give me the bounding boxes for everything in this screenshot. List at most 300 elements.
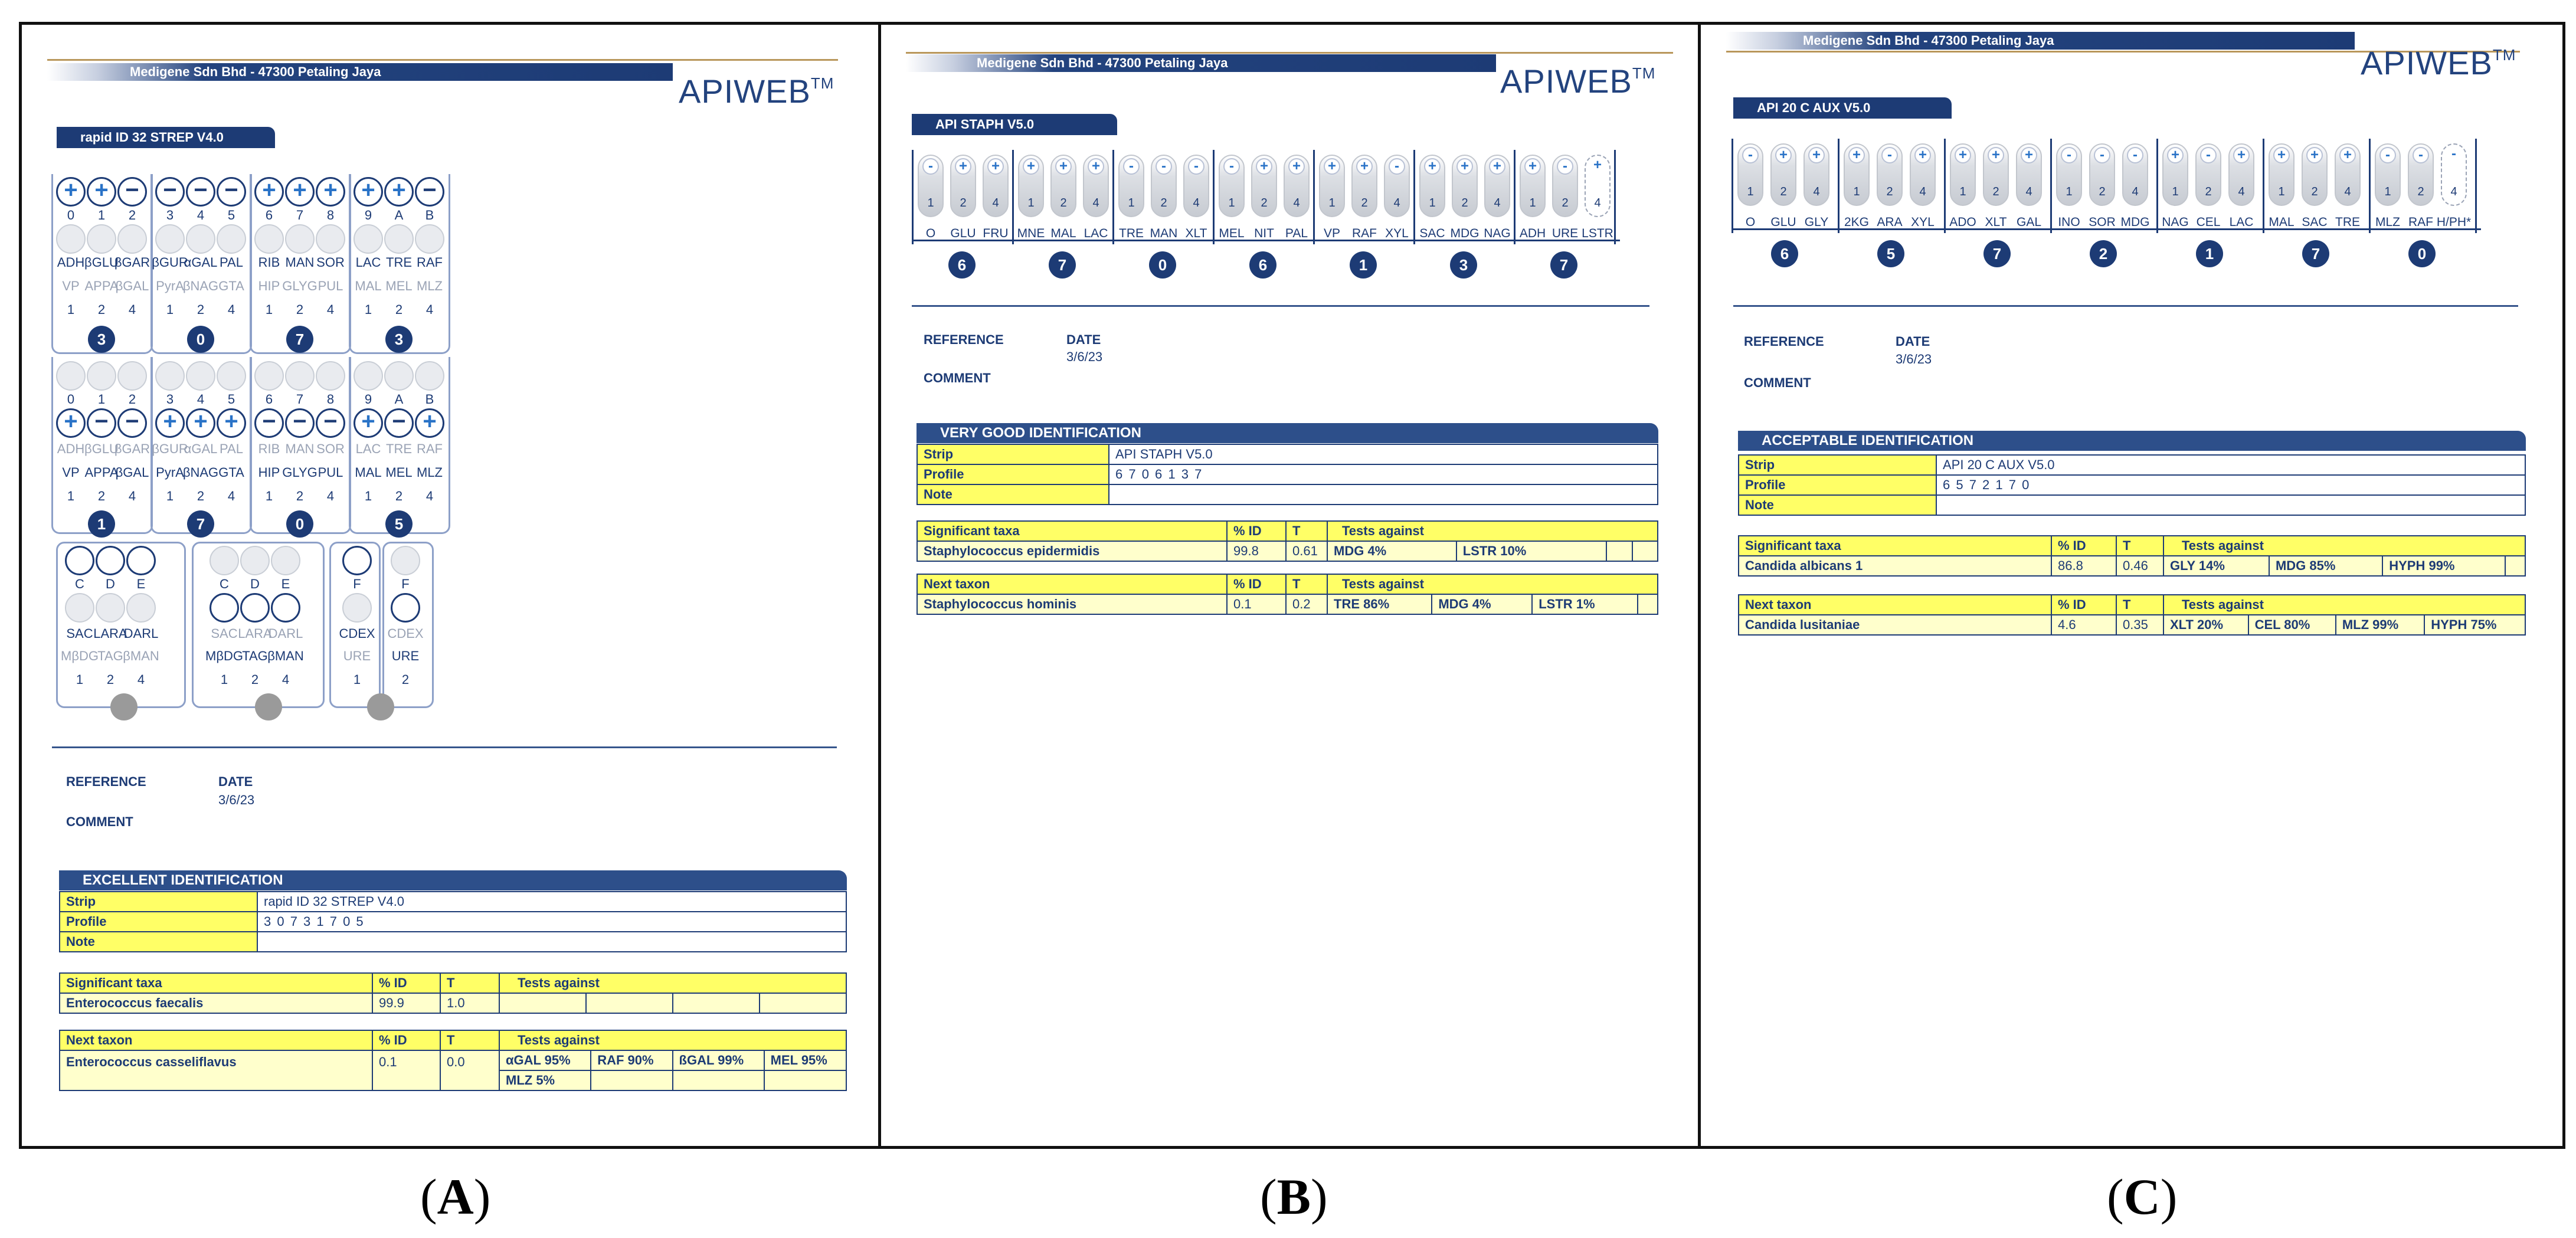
- next-t: 0.2: [1286, 594, 1327, 614]
- profile-digit: 7: [2302, 240, 2329, 267]
- weight: 1: [76, 672, 84, 687]
- subtest-name: βGLU: [84, 441, 119, 456]
- weight: 2: [1886, 185, 1893, 198]
- subtest-name: APPA: [84, 279, 119, 293]
- test-cupule: [1384, 155, 1410, 217]
- header-rule: [47, 59, 838, 61]
- test-cupule: [1520, 155, 1546, 217]
- profile-digit: 7: [1049, 251, 1076, 279]
- test-name: MEL: [1219, 227, 1245, 240]
- reaction-symbol: +: [2306, 147, 2323, 163]
- profile-digit: 7: [1983, 240, 2011, 267]
- test-name: MDG: [1450, 227, 1480, 240]
- test-cupule: [1803, 143, 1829, 206]
- test-name: MLZ: [417, 465, 443, 480]
- test-name: VP: [1323, 227, 1340, 240]
- test-name: GTA: [218, 465, 244, 480]
- weight: 4: [326, 302, 335, 317]
- reaction-symbol: +: [1593, 157, 1602, 173]
- test-cupule: [2016, 143, 2042, 206]
- profile-digit-empty: [110, 693, 138, 720]
- weight: 1: [166, 489, 174, 503]
- reaction-symbol: −: [125, 408, 139, 434]
- test-name: LAC: [2229, 215, 2254, 229]
- sig-percent: 99.9: [372, 993, 440, 1013]
- note-label: Note: [60, 932, 257, 952]
- reaction-symbol: +: [1424, 158, 1441, 175]
- reaction-symbol: +: [293, 177, 307, 203]
- sig-header-tests: Tests against: [1327, 521, 1658, 541]
- reaction-symbol: +: [1775, 147, 1792, 163]
- sig-header-tests: Tests against: [499, 973, 846, 993]
- date-value: 3/6/23: [1896, 352, 1932, 366]
- test-name: GLU: [1770, 215, 1796, 229]
- blank-well: [353, 361, 383, 391]
- subtest-name: PUL: [318, 279, 343, 293]
- next-header-tests: Tests against: [499, 1030, 846, 1050]
- reaction-symbol: +: [224, 408, 238, 434]
- weight: 2: [1992, 185, 1999, 198]
- test-cupule: [2122, 143, 2148, 206]
- cell-index: 2: [128, 392, 136, 407]
- reaction-well: [210, 593, 239, 623]
- reaction-well: [240, 593, 270, 623]
- cell-index: 8: [326, 392, 335, 407]
- weight: 4: [1594, 196, 1601, 209]
- reaction-symbol: -: [1156, 158, 1172, 175]
- reaction-symbol: +: [987, 158, 1004, 175]
- reaction-well: [117, 408, 147, 438]
- cell-index: D: [106, 577, 115, 591]
- sig-header-taxa: Significant taxa: [917, 521, 1227, 541]
- profile-label: Profile: [917, 464, 1109, 484]
- reaction-symbol: +: [94, 177, 109, 203]
- weight: 4: [1092, 196, 1099, 209]
- significant-taxa-table: [59, 972, 847, 1014]
- note-label: Note: [917, 484, 1109, 505]
- note-value: [1109, 484, 1658, 505]
- reaction-well: [415, 177, 444, 207]
- next-test: XLT 20%: [2163, 615, 2248, 635]
- subtest-name: PyrA: [156, 279, 184, 293]
- weight: 2: [1060, 196, 1067, 209]
- test-name: URE: [1552, 227, 1579, 240]
- reaction-symbol: -: [1389, 158, 1405, 175]
- test-name: CEL: [2196, 215, 2221, 229]
- reaction-well: [65, 593, 94, 623]
- profile-digit: 5: [385, 510, 413, 538]
- sig-header-t: T: [1286, 521, 1327, 541]
- subtest-name: URE: [343, 649, 371, 663]
- strip-info-table: [59, 891, 847, 952]
- profile-digit: 1: [2196, 240, 2223, 267]
- strip-name-tab: API 20 C AUX V5.0: [1733, 97, 1952, 119]
- test-name: GLU: [950, 227, 976, 240]
- caption-a: (A): [420, 1168, 491, 1225]
- test-cupule: [1770, 143, 1796, 206]
- next-header-t: T: [1286, 574, 1327, 594]
- sig-taxon: Enterococcus faecalis: [60, 993, 372, 1013]
- test-name: MEL: [385, 465, 413, 480]
- reaction-symbol: +: [1914, 147, 1931, 163]
- cell-index: 9: [364, 392, 372, 407]
- test-name: RAF: [1352, 227, 1377, 240]
- cell-index: 7: [296, 208, 304, 222]
- test-cupule: [2228, 143, 2254, 206]
- next-test: [1638, 594, 1658, 614]
- sig-test-cell: [760, 993, 846, 1013]
- reaction-symbol: +: [1955, 147, 1971, 163]
- sig-t: 1.0: [440, 993, 499, 1013]
- reaction-symbol: -: [1223, 158, 1240, 175]
- weight: 4: [128, 489, 136, 503]
- strip-label: Strip: [60, 892, 257, 912]
- caption-c: (C): [2107, 1168, 2178, 1225]
- cell-index: 4: [197, 208, 205, 222]
- blank-well: [155, 361, 185, 391]
- next-header-t: T: [440, 1030, 499, 1050]
- test-cupule: [1183, 155, 1209, 217]
- profile-digit: 2: [2090, 240, 2117, 267]
- test-cupule: [2269, 143, 2294, 206]
- subtest-name: VP: [62, 279, 80, 293]
- weight: 1: [1853, 185, 1860, 198]
- blank-well: [353, 224, 383, 254]
- subtest-name: MβDG: [205, 649, 243, 663]
- blank-well: [254, 224, 284, 254]
- reaction-symbol: -: [922, 158, 939, 175]
- reaction-symbol: +: [2273, 147, 2290, 163]
- weight: 1: [2384, 185, 2391, 198]
- profile-value: 3 0 7 3 1 7 0 5: [257, 912, 846, 932]
- strip-value: API 20 C AUX V5.0: [1936, 455, 2525, 475]
- cell-index: 4: [197, 392, 205, 407]
- test-name: MNE: [1017, 227, 1045, 240]
- sig-header-t: T: [2116, 536, 2163, 556]
- weight: 1: [1128, 196, 1135, 209]
- next-test: TRE 86%: [1327, 594, 1432, 614]
- blank-well: [186, 361, 215, 391]
- reference-label: REFERENCE: [924, 332, 1004, 347]
- test-name: LARA: [93, 626, 127, 641]
- reaction-symbol: +: [64, 408, 78, 434]
- sig-test: HYPH 99%: [2382, 556, 2505, 576]
- note-value: [257, 932, 846, 952]
- test-cupule: [2056, 143, 2082, 206]
- sig-percent: 99.8: [1227, 541, 1286, 561]
- weight: 1: [2066, 185, 2073, 198]
- weight: 4: [2132, 185, 2139, 198]
- reaction-well: [217, 408, 246, 438]
- cell-index: E: [136, 577, 146, 591]
- sig-test: MDG 85%: [2269, 556, 2382, 576]
- cell-index: 3: [166, 392, 174, 407]
- reaction-symbol: -: [2451, 146, 2456, 162]
- weight: 1: [2278, 185, 2285, 198]
- reaction-well: [87, 408, 116, 438]
- weight: 4: [425, 489, 434, 503]
- test-cupule: [983, 155, 1009, 217]
- test-name: CDEX: [339, 626, 375, 641]
- note-value: [1936, 495, 2525, 515]
- blank-well: [316, 224, 345, 254]
- next-t: 0.0: [440, 1050, 499, 1090]
- next-header-id: % ID: [1227, 574, 1286, 594]
- sig-test: MDG 4%: [1327, 541, 1456, 561]
- cell-index: E: [281, 577, 290, 591]
- weight: 1: [353, 672, 361, 687]
- next-header-taxa: Next taxon: [917, 574, 1227, 594]
- note-label: Note: [1739, 495, 1936, 515]
- test-name: TRE: [2335, 215, 2360, 229]
- test-name: MAL: [2269, 215, 2294, 229]
- reaction-symbol: −: [323, 408, 338, 434]
- subtest-name: URE: [391, 649, 420, 663]
- reaction-symbol: +: [2233, 147, 2250, 163]
- weight: 4: [1293, 196, 1300, 209]
- cell-index: C: [75, 577, 84, 591]
- reaction-well: [56, 408, 86, 438]
- test-cupule: [918, 155, 944, 217]
- next-test: αGAL 95%: [499, 1050, 591, 1070]
- test-name: RIB: [258, 255, 280, 270]
- apiweb-logo: APIWEB™: [1500, 63, 1656, 100]
- profile-digit: 5: [1877, 240, 1904, 267]
- section-rule: [52, 746, 837, 748]
- profile-value: 6 5 7 2 1 7 0: [1936, 475, 2525, 495]
- profile-digit: 0: [1149, 251, 1176, 279]
- reaction-well: [56, 177, 86, 207]
- weight: 4: [425, 302, 434, 317]
- reaction-symbol: +: [2167, 147, 2184, 163]
- cell-index: 5: [227, 392, 235, 407]
- next-percent: 0.1: [372, 1050, 440, 1090]
- reaction-symbol: -: [2061, 147, 2077, 163]
- test-name: INO: [2058, 215, 2080, 229]
- next-test: MEL 95%: [764, 1050, 846, 1070]
- subtest-name: αGAL: [184, 441, 218, 456]
- reaction-well: [96, 593, 125, 623]
- cell-index: 3: [166, 208, 174, 222]
- reaction-symbol: −: [94, 408, 109, 434]
- test-name: NAG: [2162, 215, 2189, 229]
- test-name: TRE: [1119, 227, 1144, 240]
- cell-index: 7: [296, 392, 304, 407]
- weight: 2: [1461, 196, 1468, 209]
- reaction-symbol: −: [392, 408, 406, 434]
- reaction-well: [240, 546, 270, 575]
- test-name: RAF: [2408, 215, 2433, 229]
- reaction-symbol: +: [1288, 158, 1305, 175]
- weight: 2: [2205, 185, 2212, 198]
- reaction-symbol: +: [1524, 158, 1541, 175]
- weight: 1: [1747, 185, 1754, 198]
- section-rule: [1733, 305, 2518, 307]
- reaction-well: [254, 408, 284, 438]
- weight: 2: [197, 302, 205, 317]
- blank-well: [155, 224, 185, 254]
- subtest-name: RIB: [258, 441, 280, 456]
- reaction-symbol: -: [1123, 158, 1140, 175]
- reaction-symbol: +: [1848, 147, 1865, 163]
- weight: 2: [97, 489, 106, 503]
- profile-digit: 3: [1450, 251, 1477, 279]
- test-cupule: [1083, 155, 1109, 217]
- profile-digit: 7: [187, 510, 214, 538]
- weight: 4: [1393, 196, 1400, 209]
- test-cupule: [1118, 155, 1144, 217]
- next-percent: 4.6: [2051, 615, 2116, 635]
- next-test: [673, 1070, 764, 1090]
- weight: 4: [1193, 196, 1200, 209]
- reaction-symbol: −: [224, 177, 238, 203]
- test-cupule: [2195, 143, 2221, 206]
- sig-header-t: T: [440, 973, 499, 993]
- reaction-symbol: +: [1988, 147, 2004, 163]
- test-name: SOR: [2089, 215, 2116, 229]
- blank-well: [384, 361, 414, 391]
- cell-index: 9: [364, 208, 372, 222]
- significant-taxa-table: [1738, 535, 2526, 577]
- apiweb-logo: APIWEB™: [2361, 44, 2516, 81]
- sig-header-id: % ID: [372, 973, 440, 993]
- next-test: [764, 1070, 846, 1090]
- strip-info-table: [917, 444, 1658, 505]
- cell-index: B: [425, 392, 434, 407]
- weight: 4: [2344, 185, 2351, 198]
- weight: 2: [1261, 196, 1268, 209]
- cell-index: 8: [326, 208, 335, 222]
- test-cupule: [1251, 155, 1277, 217]
- test-name: MAL: [355, 465, 382, 480]
- blank-well: [117, 224, 147, 254]
- reaction-symbol: +: [1023, 158, 1039, 175]
- company-header: Medigene Sdn Bhd - 47300 Petaling Jaya: [906, 54, 1496, 72]
- weight: 1: [67, 489, 75, 503]
- test-name: NAG: [1484, 227, 1511, 240]
- reaction-symbol: +: [64, 177, 78, 203]
- panel-divider: [878, 22, 881, 1149]
- weight: 4: [1813, 185, 1820, 198]
- next-header-id: % ID: [372, 1030, 440, 1050]
- sig-header-id: % ID: [1227, 521, 1286, 541]
- comment-label: COMMENT: [1744, 375, 1811, 390]
- significant-taxa-table: [917, 520, 1658, 562]
- date-label: DATE: [1066, 332, 1101, 347]
- cell-index: D: [250, 577, 260, 591]
- test-name: MAL: [1050, 227, 1076, 240]
- weight: 1: [166, 302, 174, 317]
- sig-test: [1606, 541, 1632, 561]
- blank-well: [415, 224, 444, 254]
- reaction-well: [271, 593, 300, 623]
- weight: 4: [137, 672, 145, 687]
- weight: 1: [67, 302, 75, 317]
- reaction-symbol: +: [1456, 158, 1473, 175]
- test-name: APPA: [84, 465, 119, 480]
- reaction-well: [87, 177, 116, 207]
- blank-well: [117, 361, 147, 391]
- blank-well: [87, 361, 116, 391]
- reaction-well: [271, 546, 300, 575]
- test-cupule: [2302, 143, 2328, 206]
- weight: 1: [927, 196, 934, 209]
- reaction-well: [353, 408, 383, 438]
- cell-index: A: [394, 208, 404, 222]
- reaction-symbol: +: [1088, 158, 1104, 175]
- profile-digit: 1: [1350, 251, 1377, 279]
- strip-separator: [2475, 139, 2477, 233]
- strip-label: Strip: [917, 444, 1109, 464]
- blank-well: [384, 224, 414, 254]
- reaction-symbol: −: [163, 177, 177, 203]
- profile-digit: 6: [1771, 240, 1798, 267]
- next-header-tests: Tests against: [2163, 595, 2525, 615]
- profile-value: 6 7 0 6 1 3 7: [1109, 464, 1658, 484]
- test-name: LAC: [1084, 227, 1108, 240]
- reaction-symbol: +: [262, 177, 276, 203]
- weight: 2: [1361, 196, 1368, 209]
- reaction-well: [285, 408, 315, 438]
- reaction-well: [126, 546, 156, 575]
- test-name: NIT: [1254, 227, 1274, 240]
- reaction-symbol: -: [1188, 158, 1204, 175]
- test-cupule: [2441, 143, 2467, 206]
- test-cupule: [1585, 155, 1611, 217]
- cell-index: 6: [265, 392, 273, 407]
- test-name: HIP: [258, 465, 280, 480]
- sig-t: 0.46: [2116, 556, 2163, 576]
- test-name: SOR: [316, 255, 345, 270]
- profile-digit: 0: [286, 510, 313, 538]
- test-cupule: [1351, 155, 1377, 217]
- comment-label: COMMENT: [924, 371, 991, 385]
- blank-well: [285, 361, 315, 391]
- reaction-well: [217, 177, 246, 207]
- reaction-symbol: +: [2339, 147, 2356, 163]
- cell-index: 5: [227, 208, 235, 222]
- next-header-taxa: Next taxon: [60, 1030, 372, 1050]
- subtest-name: RAF: [417, 441, 443, 456]
- reaction-symbol: +: [392, 177, 406, 203]
- test-cupule: [1319, 155, 1345, 217]
- test-name: LAC: [355, 255, 381, 270]
- subtest-name: MLZ: [417, 279, 443, 293]
- next-header-taxa: Next taxon: [1739, 595, 2051, 615]
- sig-test: [1632, 541, 1658, 561]
- reaction-symbol: −: [262, 408, 276, 434]
- reaction-well: [210, 546, 239, 575]
- next-taxon-table: [59, 1030, 847, 1091]
- cell-index: F: [353, 577, 361, 591]
- subtest-name: MAN: [285, 441, 315, 456]
- weight: 2: [2417, 185, 2424, 198]
- profile-digit: 7: [286, 326, 313, 353]
- date-label: DATE: [1896, 334, 1930, 349]
- next-taxon: Enterococcus casseliflavus: [60, 1050, 372, 1090]
- reaction-well: [186, 408, 215, 438]
- test-name: DARL: [123, 626, 159, 641]
- weight: 2: [251, 672, 259, 687]
- strip-name-tab: API STAPH V5.0: [912, 114, 1117, 135]
- weight: 2: [97, 302, 106, 317]
- cell-index: 1: [97, 208, 106, 222]
- reaction-well: [342, 593, 372, 623]
- company-header: Medigene Sdn Bhd - 47300 Petaling Jaya: [47, 63, 673, 81]
- next-test: RAF 90%: [591, 1050, 672, 1070]
- test-cupule: [1050, 155, 1076, 217]
- next-taxon: Candida lusitaniae: [1739, 615, 2051, 635]
